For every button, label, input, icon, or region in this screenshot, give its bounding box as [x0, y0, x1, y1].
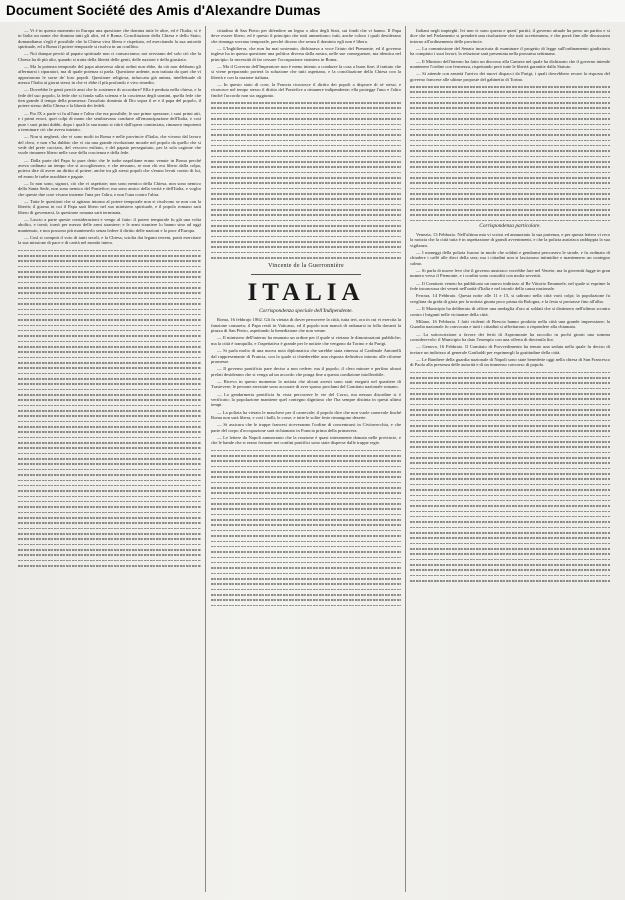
- article-paragraph: — Dalla parte del Papa fu pure detto che le turbe napolitane erano venute in Roma perché aveva ordinato un tempo che si accogliessero, e che nessuno, se non chi era libero dalla colpa, poteva dire di avere un diritto al potere, anche tra gli stessi popoli che s'erano levati contro di lui, ed erano le turbe assoldate e pagate.: [18, 157, 201, 179]
- article-paragraph: — Il Ministro dell'interno ha fatto un discorso alla Camera nel quale ha dichiarato che il governo intende mantenere l'ordine con fermezza, rispettando però tutte le libertà garantite dallo Statuto.: [410, 58, 610, 70]
- article-paragraph: Venezia, 13 Febbraio. Nell'ultima mia vi scrissi ed annunziato la sua partenza, e per questa lettera vi reco la notizia che la città tutta è in aspettazione di grandi avvenimenti, e che la polizia austriaca raddoppia la sua vigilanza.: [410, 232, 610, 248]
- section-subheadline: Corrispondenza speciale dell'Indipendente.: [259, 308, 353, 315]
- text-continuation: [211, 100, 401, 260]
- article-paragraph: — La polizia ha vietato le maschere per il carnevale; il popolo dice che non vuole carnevale finché Roma non sarà libera, e così i balli, le corse, e tutte le solite feste rimangono deserte.: [211, 409, 401, 420]
- text-continuation: [410, 84, 610, 223]
- article-paragraph: — Io non sono, signori, ciò che vi aspettate; non sono nemico della Chiesa, non sono nemico della Santa Sede, non sono nemico del Pontefice; ma sono amico della verità e dell'Italia, e voglio che queste due cose vivano insieme l'una per l'altra, e non l'una contro l'altra.: [18, 180, 201, 197]
- watermark-text: Document Société des Amis d'Alexandre Dumas: [6, 3, 321, 18]
- text-continuation: [410, 370, 610, 584]
- article-signature: Vincente de la Guerronnière: [268, 263, 344, 270]
- section-headline: ITALIA: [247, 279, 365, 307]
- article-paragraph: — L'Inghilterra, che non ha mai sostenuto, dichiarava a voce l'aiuto del Piemonte, ed il governo inglese ha in questa questione una politica diversa dalla nostra, nelle sue conseguenze, ma identica nel principio: la necessità di far cessare l'occupazione straniera in Roma.: [211, 46, 401, 62]
- article-paragraph: — Vi è in questo momento in Europa una questione che domina tutte le altre, ed è l'Italia; vi è in Italia un nome che domina tutti gli altri, ed è Roma. Conciliazione della Chiesa e dello Stato; domandiamo s'egli è possibile che la Chiesa viva libera e rispettata, ed esercitando la sua autorità spirituale, ed a Roma il potere temporale si risolva in un conflitto.: [18, 28, 201, 50]
- article-paragraph: — Il governo pontificio pare deciso a non cedere; ma il popolo, il clero minore e perfino alcuni prelati desiderano che si venga ad un accordo che ponga fine a questa condizione intollerabile.: [211, 366, 401, 377]
- article-paragraph: — Noi dunque perciò al papato spirituale non ci consacriamo; noi serviamo del solo ciò che la Chiesa ha di più alto, quando si tratta della libertà delle genti, delle nazioni e della giustizia.: [18, 51, 201, 62]
- text-continuation: [18, 248, 201, 569]
- watermark-banner: [0, 0, 625, 22]
- article-paragraph: — Il ministero dell'interno ha emanato un ordine per il quale si vietano le dimostrazioni pubbliche; ma la città è tranquilla, e l'aspettativa è grande per le notizie che vengono da Torino e da Parigi.: [211, 335, 401, 346]
- article-paragraph: Milano, 16 Febbraio. I fatti violenti di Brescia hanno prodotto nella città una grande impressione; la Guardia nazionale fu convocata e tutti i cittadini si affrettarono a rispondere alla chiamata.: [410, 318, 610, 330]
- article-paragraph: — Si attende con ansietà l'arrivo dei nuovi dispacci da Parigi, i quali dovrebbero recare la risposta del governo francese alle ultime proposte del gabinetto di Torino.: [410, 71, 610, 82]
- article-paragraph: Ferrara, 14 Febbraio. Questa notte alle 11 e 15, si udirono nella città varii colpi; la popolazione fu svegliata da grida di gioia per la notizia giunta poco prima da Bologna, e la festa si protrasse fino all'alba.: [410, 293, 610, 304]
- article-paragraph: — Tutte le questioni che si agitano intorno al potere temporale non si risolvono se non con la libertà; il giorno in cui il Papa sarà libero nel suo ministero spirituale, e il popolo romano sarà libero di governarsi, la questione romana sarà terminata.: [18, 198, 201, 215]
- article-paragraph: — Dovrebbe le genti perciò anzi che lo sostenere di accordare? Ella è perduta nella chiesa, e la fede del suo popolo, la fede che si fonda sulla scienza e la coscienza degli uomini, quella fede che tien grande il tempo della promessa: l'assoluto dominio di Dio sopra il re e il papa del popolo, il potere stesso della Chiesa e la libertà dei fedeli.: [18, 87, 201, 109]
- article-paragraph: Roma, 16 febbrajo 1862. Gli fu vietata di dover percorrere la città, tutta ieri, ora in cui vi esercita la funzione consueta; il Papa restò in Vaticano, ed il popolo non mancò di radunarsi in folla davanti la piazza di San Pietro, aspettando la benedizione che non venne.: [211, 317, 401, 334]
- article-paragraph: — Ma la potenza temporale del papa attraverso altrui ordini non ebbe, da ciò non debbono gli affermarsi i riparatori, ma di quale potenza si parla. Questione ardente, non trattata da quei che vi apportarono le sorse de' loro popoli. Questione religiosa, infuocata già anima, intellettuale di mezzo l'Italia ai giorni stessi in che vi ebbe il più profondo e vivo rimedio.: [18, 64, 201, 86]
- article-paragraph: — Le lettere da Napoli annunciano che la reazione è quasi interamente domata nelle provincie, e che le bande che si erano formate nei confini pontifici sono state disperse dalle truppe regie.: [211, 434, 401, 446]
- column-divider: [405, 26, 406, 892]
- article-paragraph: — La gendarmeria pontificia fu vista percorrere le vie del Corso, ma nessun disordine si è verificato; la popolazione mantiene quel contegno dignitoso che l'ha sempre distinta in questi ultimi tempi.: [211, 391, 401, 408]
- article-paragraph: — Pio IX a parte vi fu all'una e l'altra che era possibile; le sue prime speranze, i suoi primi atti, e i primi errori, quei colpi di mano che sembravano condurre all'emancipazione dell'Italia, e così pure i suoi primi dubbi, dopo i quali la sua mano si ritirò dall'opera cominciata, rimasero impotenti a terminare ciò che aveva iniziato.: [18, 110, 201, 132]
- column-divider: [205, 26, 206, 892]
- article-paragraph: — Si parla molto di una nuova nota diplomatica che sarebbe stata rimessa al Cardinale Antonelli dal rappresentante di Francia, con la quale si chiederebbe una risposta definitiva intorno alle riforme promesse.: [211, 348, 401, 364]
- article-paragraph: — Ricevo in questo momento la notizia che alcuni arresti sono stati eseguiti nel quartiere di Trastevere; le persone arrestate sono accusate di aver sparso proclami del Comitato nazionale romano.: [211, 378, 401, 390]
- article-paragraph: — Così si compirà il voto di tanti secoli, e la Chiesa, sciolta dai legami terreni, potrà esercitare la sua missione di pace e di carità nel mondo intero.: [18, 235, 201, 246]
- article-paragraph: — Il Comitato veneto ha pubblicato un nuovo indirizzo al Re Vittorio Emanuele, nel quale si esprime la fede inconcussa dei veneti nell'unità d'Italia e nel trionfo della causa nazionale.: [410, 280, 610, 292]
- article-paragraph: — Lascio a parte queste considerazioni e vengo al fatto: il potere temporale fu già una volta abolito, e tornò; tornò per mezzo delle armi straniere; e le armi straniere lo hanno sino ad oggi mantenuto, e non possono più mantenerlo senza ledere il diritto delle nazioni e la pace d'Europa.: [18, 217, 201, 233]
- section-rule: [251, 274, 361, 275]
- article-paragraph: — La sottoscrizione a favore dei feriti di Aspromonte ha raccolto in pochi giorni una somma considerevole; il Municipio ha dato l'esempio con una offerta di diecimila lire.: [410, 331, 610, 342]
- article-paragraph: — Non si negherà, che vi sono molti in Roma e nelle provincie d'Italia, che vivono dal lavoro del clero, e non v'ha dubbio che vi sia una grande rivoluzione morale nel popolo da quello che si vede del prete cacciato, del vescovo esiliato, e del papato perseguitato, per la sola cagione che vuole rimanere libero nelle cose della coscienza e della fede.: [18, 134, 201, 156]
- article-paragraph: — Il Municipio ha deliberato di offrire una medaglia d'oro ai soldati che si distinsero nell'ultimo scontro contro i briganti nelle vicinanze della città.: [410, 306, 610, 317]
- article-paragraph: cittadino di San Pietro per difendere un legno o altro degli Stati, sui fondi che vi hanno. Il Papa deve essere libero, ed è questo il principio che tutti ammettono; tutti, anche coloro i quali desiderano che rimanga sovrano temporale, perché dicono che senza il dominio egli non è libero.: [211, 28, 401, 44]
- article-paragraph: — I maneggi della polizia furono in modo che soldati e gendarmi percorsero le strade, e fu ordinato di chiudere i caffè alle dieci della sera; ma i cittadini non si lasciarono intimidire e mantennero un contegno calmo.: [410, 250, 610, 266]
- article-paragraph: — Genova, 16 Febbraio. Il Comitato di Provvedimento ha tenuto una seduta nella quale fu deciso di inviare un indirizzo al generale Garibaldi per esprimergli la gratitudine della città.: [410, 344, 610, 355]
- column-right: [410, 28, 610, 892]
- column-middle: [211, 28, 401, 892]
- article-paragraph: — Le Bandiere della guardia nazionale di Napoli sono state benedette oggi nella chiesa di San Francesco di Paola alla presenza delle autorità e di un immenso concorso di popolo.: [410, 356, 610, 368]
- section-subheadline: Corrispondenza particolare.: [479, 223, 541, 230]
- article-paragraph: Italiani negli impieghi. Ivi non vi sono questa e quest' partiti, il governo attuale ha preso un partito e si dice che nel Parlamento si prenderà una risoluzione che tutti accetteranno, e che porrà fine alle discussioni intorno all'ordinamento delle provincie.: [410, 28, 610, 44]
- article-paragraph: — La commissione del Senato incaricata di esaminare il progetto di legge sull'ordinamento giudiziario ha compiuto i suoi lavori; la relazione sarà presentata nella prossima settimana.: [410, 46, 610, 57]
- article-paragraph: — Si parla di nuove leve che il governo austriaco vorrebbe fare nel Veneto; ma la gioventù fugge in gran numero verso il Piemonte, e i confini sono custoditi con molta severità.: [410, 268, 610, 279]
- text-continuation: [211, 448, 401, 608]
- article-paragraph: — In questo stato di cose, la Francia riconosce il diritto dei popoli a disporre di sé stessi, e riconosce nel tempo stesso il diritto del Pontefice a rimanere indipendente; ella protegge l'uno e l'altro finché l'accordo non sia raggiunto.: [211, 82, 401, 98]
- column-left: [18, 28, 201, 892]
- article-paragraph: — Ma il Governo dell'Imperatore non è meno intento a condurre la cosa a buon fine; il trattato che si viene preparando porterà la soluzione che tutti aspettano, e la conciliazione della Chiesa con la libertà e con la nazione italiana.: [211, 64, 401, 80]
- article-paragraph: — Si assicura che le truppe francesi riceveranno l'ordine di concentrarsi in Civitavecchia, e che parte del corpo d'occupazione sarà richiamato in Francia prima della primavera.: [211, 422, 401, 433]
